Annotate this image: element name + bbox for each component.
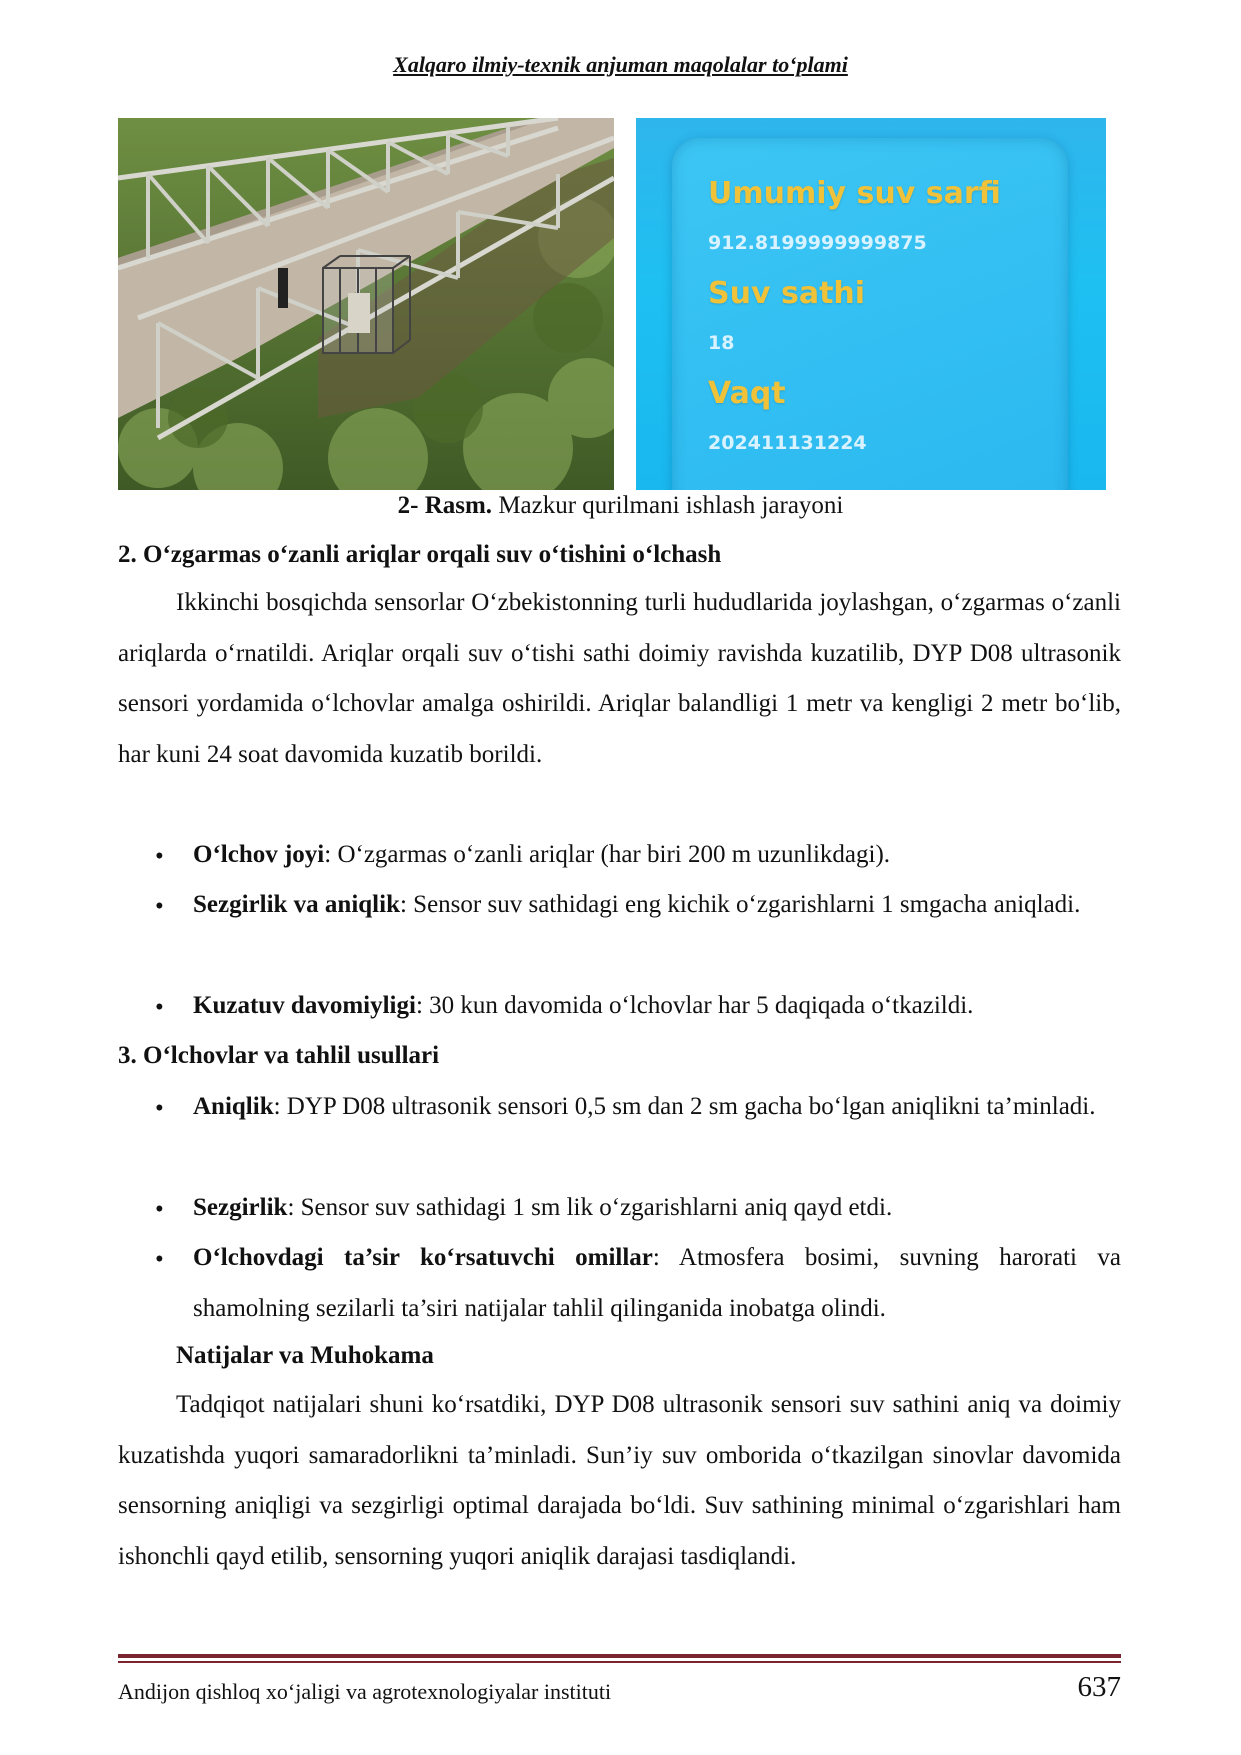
section3-bullet-1: Aniqlik: DYP D08 ultrasonik sensori 0,5 sm dan 2 sm gacha bo‘lgan aniqlikni ta’minladi. xyxy=(193,1093,1096,1120)
bridge-illustration xyxy=(118,118,614,490)
monitoring-app-screenshot xyxy=(636,118,1106,490)
section2-bullet-3: Kuzatuv davomiyligi: 30 kun davomida o‘lchovlar har 5 daqiqada o‘tkazildi. xyxy=(193,992,974,1019)
caption-text: Mazkur qurilmani ishlash jarayoni xyxy=(492,492,844,519)
page-number: 637 xyxy=(1077,1671,1121,1703)
bullet-dot: • xyxy=(155,893,164,920)
bullet-dot: • xyxy=(155,843,164,870)
results-heading: Natijalar va Muhokama xyxy=(176,1342,434,1369)
section3-bullet-3: O‘lchovdagi ta’sir ko‘rsatuvchi omillar: Atmosfera bosimi, suvning harorati va shamolning sezilarli ta’siri natijalar tahlil qilinganida inobatga olindi. xyxy=(193,1244,1121,1322)
running-header: Xalqaro ilmiy-texnik anjuman maqolalar to‘plami xyxy=(393,52,848,77)
section3-heading: 3. O‘lchovlar va tahlil usullari xyxy=(118,1042,440,1069)
time-value: 202411131224 xyxy=(708,432,867,454)
caption-number: 2- Rasm. xyxy=(397,492,493,519)
total-flow-value: 912.8199999999875 xyxy=(708,232,927,254)
section2-paragraph: Ikkinchi bosqichda sensorlar O‘zbekistonning turli hududlarida joylashgan, o‘zgarmas o‘zanli ariqlarda o‘rnatildi. Ariqlar orqali suv o‘tishi sathi doimiy ravishda kuzatilib, DYP D08 ultrasonik sensori yordamida o‘lchovlar amalga oshirildi. Ariqlar balandligi 1 metr va kengligi 2 metr bo‘lib, har kuni 24 soat davomida kuzatib borildi. xyxy=(118,589,1121,768)
section3-bullet-2: Sezgirlik: Sensor suv sathidagi 1 sm lik o‘zgarishlarni aniq qayd etdi. xyxy=(193,1194,893,1221)
water-level-value: 18 xyxy=(708,332,735,354)
bullet-dot: • xyxy=(155,1246,164,1273)
time-label: Vaqt xyxy=(708,376,786,411)
section2-bullet-1: O‘lchov joyi: O‘zgarmas o‘zanli ariqlar (har biri 200 m uzunlikdagi). xyxy=(193,841,891,868)
section2-bullet-2: Sezgirlik va aniqlik: Sensor suv sathidagi eng kichik o‘zgarishlarni 1 smgacha aniqladi. xyxy=(193,891,1081,918)
bullet-dot: • xyxy=(155,1196,164,1223)
bullet-dot: • xyxy=(155,1095,164,1122)
water-level-label: Suv sathi xyxy=(708,276,866,311)
section2-heading: 2. O‘zgarmas o‘zanli ariqlar orqali suv o‘tishini o‘lchash xyxy=(118,541,722,568)
footer-rule xyxy=(118,1654,1121,1658)
footer-institute: Andijon qishloq xo‘jaligi va agrotexnologiyalar instituti xyxy=(118,1679,612,1704)
bullet-dot: • xyxy=(155,994,164,1021)
results-paragraph: Tadqiqot natijalari shuni ko‘rsatdiki, DYP D08 ultrasonik sensori suv sathini aniq va doimiy kuzatishda yuqori samaradorlikni ta’minladi. Sun’iy suv omborida o‘tkazilgan sinovlar davomida sensorning aniqligi va sezgirligi optimal darajada bo‘ldi. Suv sathining minimal o‘zgarishlari ham ishonchli qayd etilib, sensorning yuqori aniqlik darajasi tasdiqlandi. xyxy=(118,1391,1121,1570)
footer-rule-thin xyxy=(118,1661,1121,1663)
bridge-sensor-photo xyxy=(118,118,614,490)
figure-caption xyxy=(0,492,1241,520)
total-flow-label: Umumiy suv sarfi xyxy=(708,176,1001,211)
